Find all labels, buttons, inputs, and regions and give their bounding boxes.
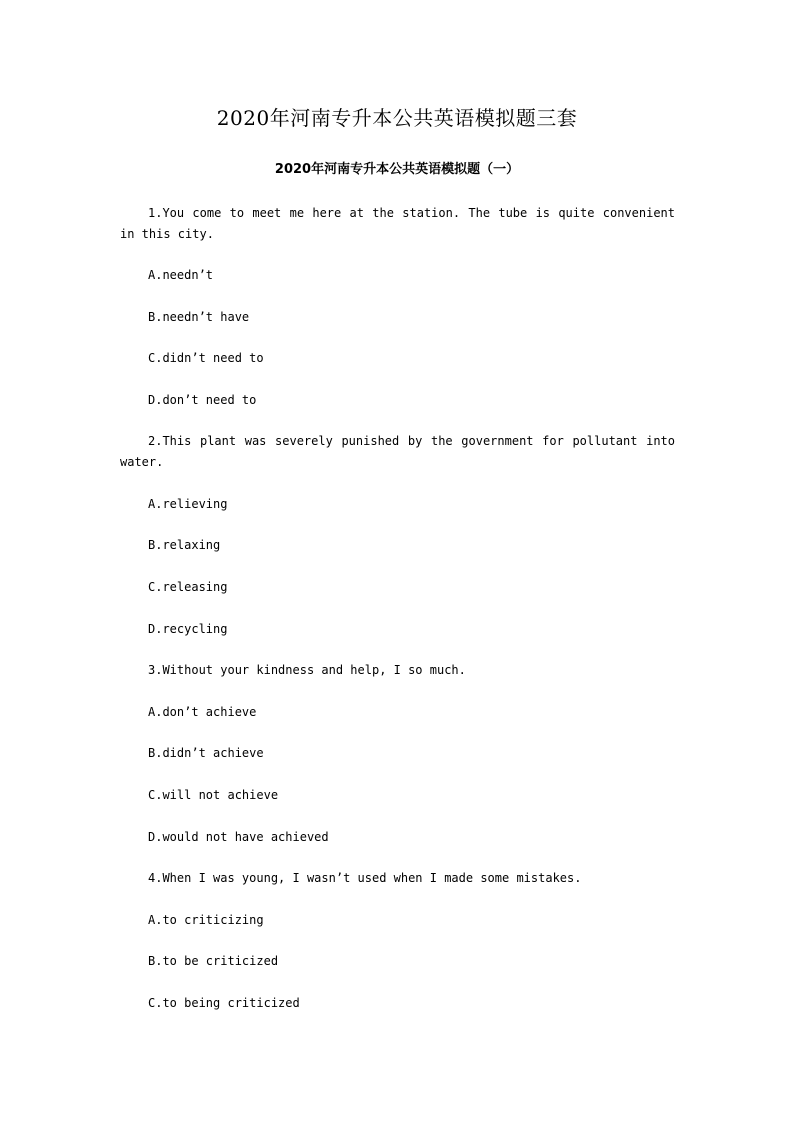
question-2-option-d: D.recycling — [148, 622, 228, 636]
document-title: 2020年河南专升本公共英语模拟题三套 — [216, 106, 578, 130]
question-3-option-a: A.don’t achieve — [148, 705, 257, 719]
question-1-option-a: A.needn’t — [148, 268, 214, 282]
question-2-option-c: C.releasing — [148, 580, 228, 594]
question-1-option-c: C.didn’t need to — [148, 351, 264, 365]
question-3-option-d: D.would not have achieved — [148, 830, 329, 844]
document-subtitle: 2020年河南专升本公共英语模拟题（一） — [274, 162, 520, 177]
question-2-option-b: B.relaxing — [148, 538, 221, 552]
question-stem-1: 1.You come to meet me here at the station. The tube is quite convenient in this city. — [120, 206, 675, 241]
question-stem-2: 2.This plant was severely punished by the government for pollutant into water. — [120, 434, 675, 469]
question-4-option-c: C.to being criticized — [148, 996, 300, 1010]
question-1-option-b: B.needn’t have — [148, 310, 250, 324]
question-stem-4: 4.When I was young, I wasn’t used when I made some mistakes. — [148, 871, 582, 885]
question-4-option-b: B.to be criticized — [148, 954, 279, 968]
question-2-option-a: A.relieving — [148, 497, 228, 511]
question-3-option-b: B.didn’t achieve — [148, 746, 264, 760]
question-3-option-c: C.will not achieve — [148, 788, 279, 802]
question-stem-3: 3.Without your kindness and help, I so much. — [148, 663, 466, 677]
question-4-option-a: A.to criticizing — [148, 913, 264, 927]
question-1-option-d: D.don’t need to — [148, 393, 257, 407]
